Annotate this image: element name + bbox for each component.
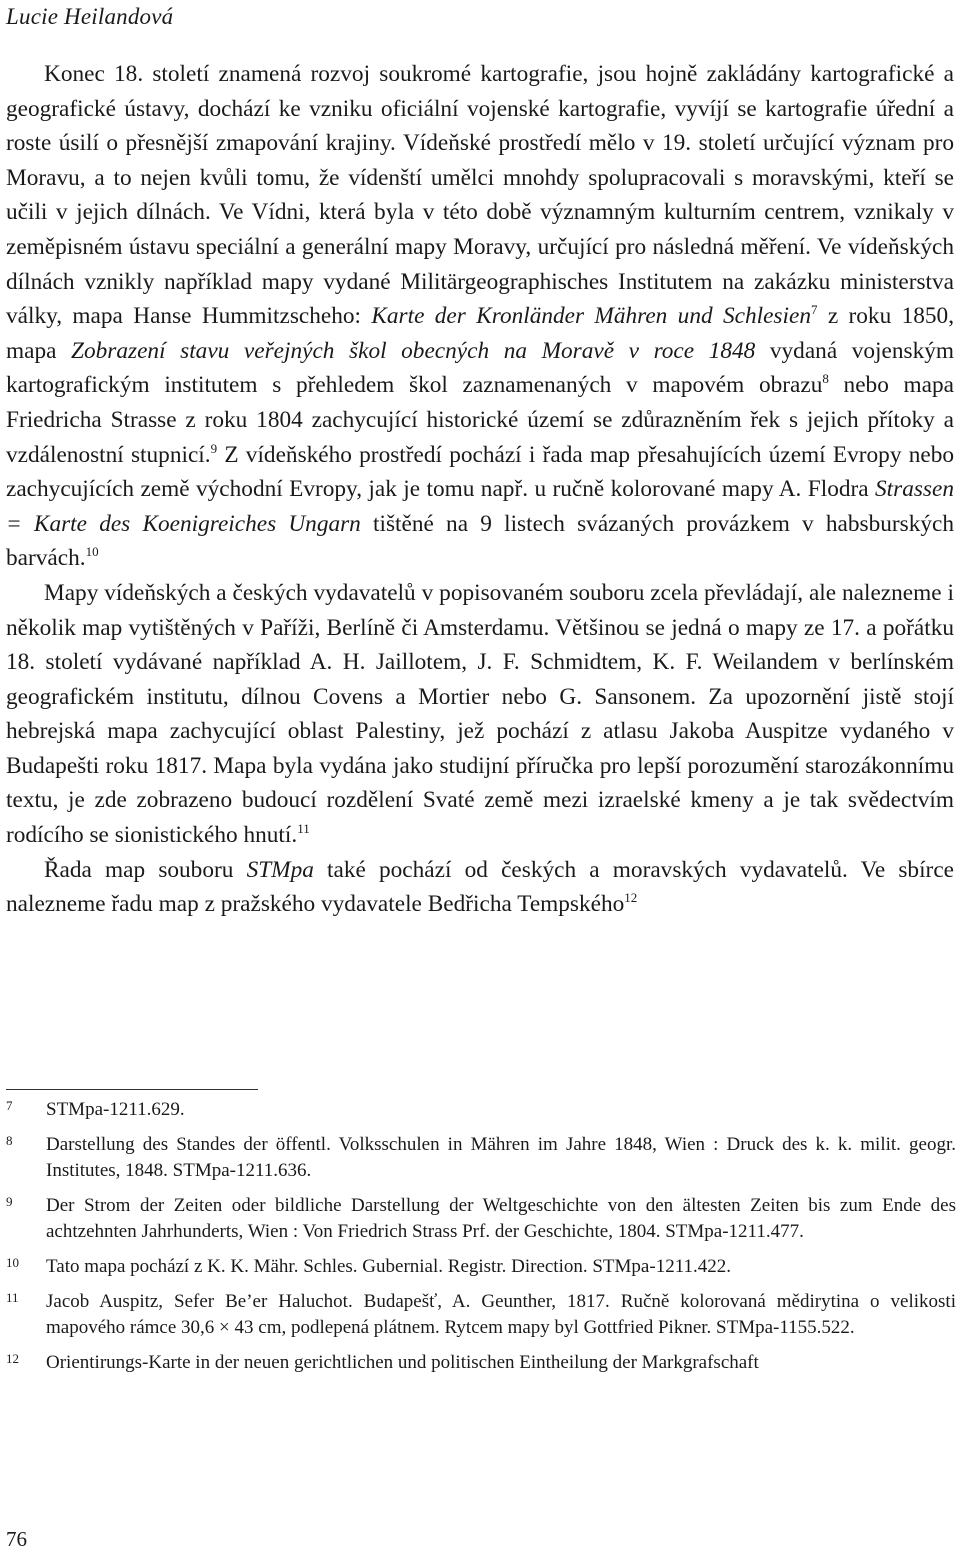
running-head-author: Lucie Heilandová [6, 4, 174, 29]
footnote-number: 9 [6, 1194, 13, 1209]
text-run: nebo mapa Friedricha Strasse z roku 1804 zachycující historické území se zdůrazněním řek s jejich přítoky a vzdálenostní stupnicí. [6, 372, 954, 468]
footnote-number: 11 [6, 1290, 19, 1305]
footnote-number: 10 [6, 1255, 19, 1270]
footnote-7 [6, 1097, 956, 1123]
footnote-12 [6, 1350, 956, 1376]
footnote-text: STMpa-1211.629. [46, 1099, 185, 1120]
footnote-ref-11[interactable]: 11 [297, 821, 310, 837]
text-run: z roku 1850, mapa [6, 303, 955, 364]
footnote-ref-8[interactable]: 8 [822, 371, 829, 387]
footnote-ref-12[interactable]: 12 [624, 890, 638, 906]
footnote-text: Jacob Auspitz, Sefer Be’er Haluchot. Budapešť, A. Geunther, 1817. Ručně kolorovaná mědirytina o velikosti mapového rámce 30,6 × 43 cm, podlepená plátnem. Rytcem mapy byl Gottfried Pikner. STMpa-1155.522. [46, 1291, 956, 1338]
collection-title: STMpa [246, 856, 314, 883]
paragraph-1 [6, 57, 954, 576]
page-number: 76 [6, 1527, 27, 1551]
footnote-8 [6, 1132, 956, 1184]
footnote-text: Tato mapa pochází z K. K. Mähr. Schles. Gubernial. Registr. Direction. STMpa-1211.422. [46, 1256, 731, 1277]
footnotes [6, 1097, 956, 1385]
footnote-text: Orientirungs-Karte in der neuen gerichtlichen und politischen Eintheilung der Markgrafschaft [46, 1352, 759, 1373]
footnote-ref-7[interactable]: 7 [810, 302, 818, 318]
text-run: tištěné na 9 listech svázaných provázkem v habsburských barvách. [6, 510, 954, 572]
paragraph-3 [6, 853, 954, 922]
footnote-ref-9[interactable]: 9 [210, 440, 218, 456]
footnote-10 [6, 1254, 956, 1280]
footnote-9 [6, 1193, 956, 1245]
footnote-ref-10[interactable]: 10 [85, 544, 99, 560]
footnote-text: Der Strom der Zeiten oder bildliche Darstellung der Weltgeschichte von den ältesten Zeiten bis zum Ende des achtzehnten Jahrhunderts, Wien : Von Friedrich Strass Prf. der Geschichte, 1804. STMpa-1211.477. [46, 1195, 956, 1242]
map-title: Zobrazení stavu veřejných škol obecných na Moravě v roce 1848 [71, 337, 756, 364]
footnote-divider [6, 1089, 258, 1090]
text-run: vydaná vojenským kartografickým institutem s přehledem škol zaznamenaných v mapovém obrazu [6, 337, 954, 399]
footnote-number: 7 [6, 1098, 13, 1113]
text-run: také pochází od českých a moravských vydavatelů. Ve sbírce nalezneme řadu map z pražského vydavatele Bedřicha Tempského [6, 856, 954, 918]
footnote-number: 8 [6, 1133, 13, 1148]
text-run: Konec 18. století znamená rozvoj soukromé kartografie, jsou hojně zakládány kartografické a geografické ústavy, dochází ke vzniku oficiální vojenské kartografie, vyvíjí se kartografie úřední a roste úsilí o přesnější zmapování krajiny. Vídeňské prostředí mělo v 19. století určující význam pro Moravu, a to nejen kvůli tomu, že vídenští umělci mnohdy spolupracovali s moravskými, kteří se učili v jejich dílnách. Ve Vídni, která byla v této době významným kulturním centrem, vznikaly v zeměpisném ústavu speciální a generální mapy Moravy, určující pro následná měření. Ve vídeňských dílnách vznikly například mapy vydané Militärgeographisches Institutem na zakázku ministerstva války, mapa Hanse Hummitzscheho: [6, 61, 954, 330]
footnote-text: Darstellung des Standes der öffentl. Volksschulen in Mähren im Jahre 1848, Wien : Druck des k. k. milit. geogr. Institutes, 1848. STMpa-1211.636. [46, 1134, 956, 1181]
map-title: Strassen = Karte des Koenigreiches Ungarn [6, 476, 954, 537]
footnote-number: 12 [6, 1351, 19, 1366]
text-run: Z vídeňského prostředí pochází i řada map přesahujících území Evropy nebo zachycujících země východní Evropy, jak je tomu např. u ručně kolorované mapy A. Flodra [6, 441, 954, 503]
text-run: Řada map souboru [44, 856, 247, 883]
text-run: Mapy vídeňských a českých vydavatelů v popisovaném souboru zcela převládají, ale nalezneme i několik map vytištěných v Paříži, Berlíně či Amsterdamu. Většinou se jedná o mapy ze 17. a pořátku 18. století vydávané například A. H. Jaillotem, J. F. Schmidtem, K. F. Weilandem v berlínském geografickém institutu, dílnou Covens a Mortier nebo G. Sansonem. Za upozornění jistě stojí hebrejská mapa zachycující oblast Palestiny, jež pochází z atlasu Jakoba Auspitze vydaného v Budapešti roku 1817. Mapa byla vydána jako studijní příručka pro lepší porozumění starozákonnímu textu, je zde zobrazeno budoucí rozdělení Svaté země mezi izraelské kmeny a je tak svědectvím rodícího se sionistického hnutí. [6, 579, 954, 849]
body-text [6, 57, 954, 922]
paragraph-2 [6, 576, 954, 853]
map-title: Karte der Kronländer Mähren und Schlesien [371, 303, 811, 330]
footnote-11 [6, 1289, 956, 1341]
